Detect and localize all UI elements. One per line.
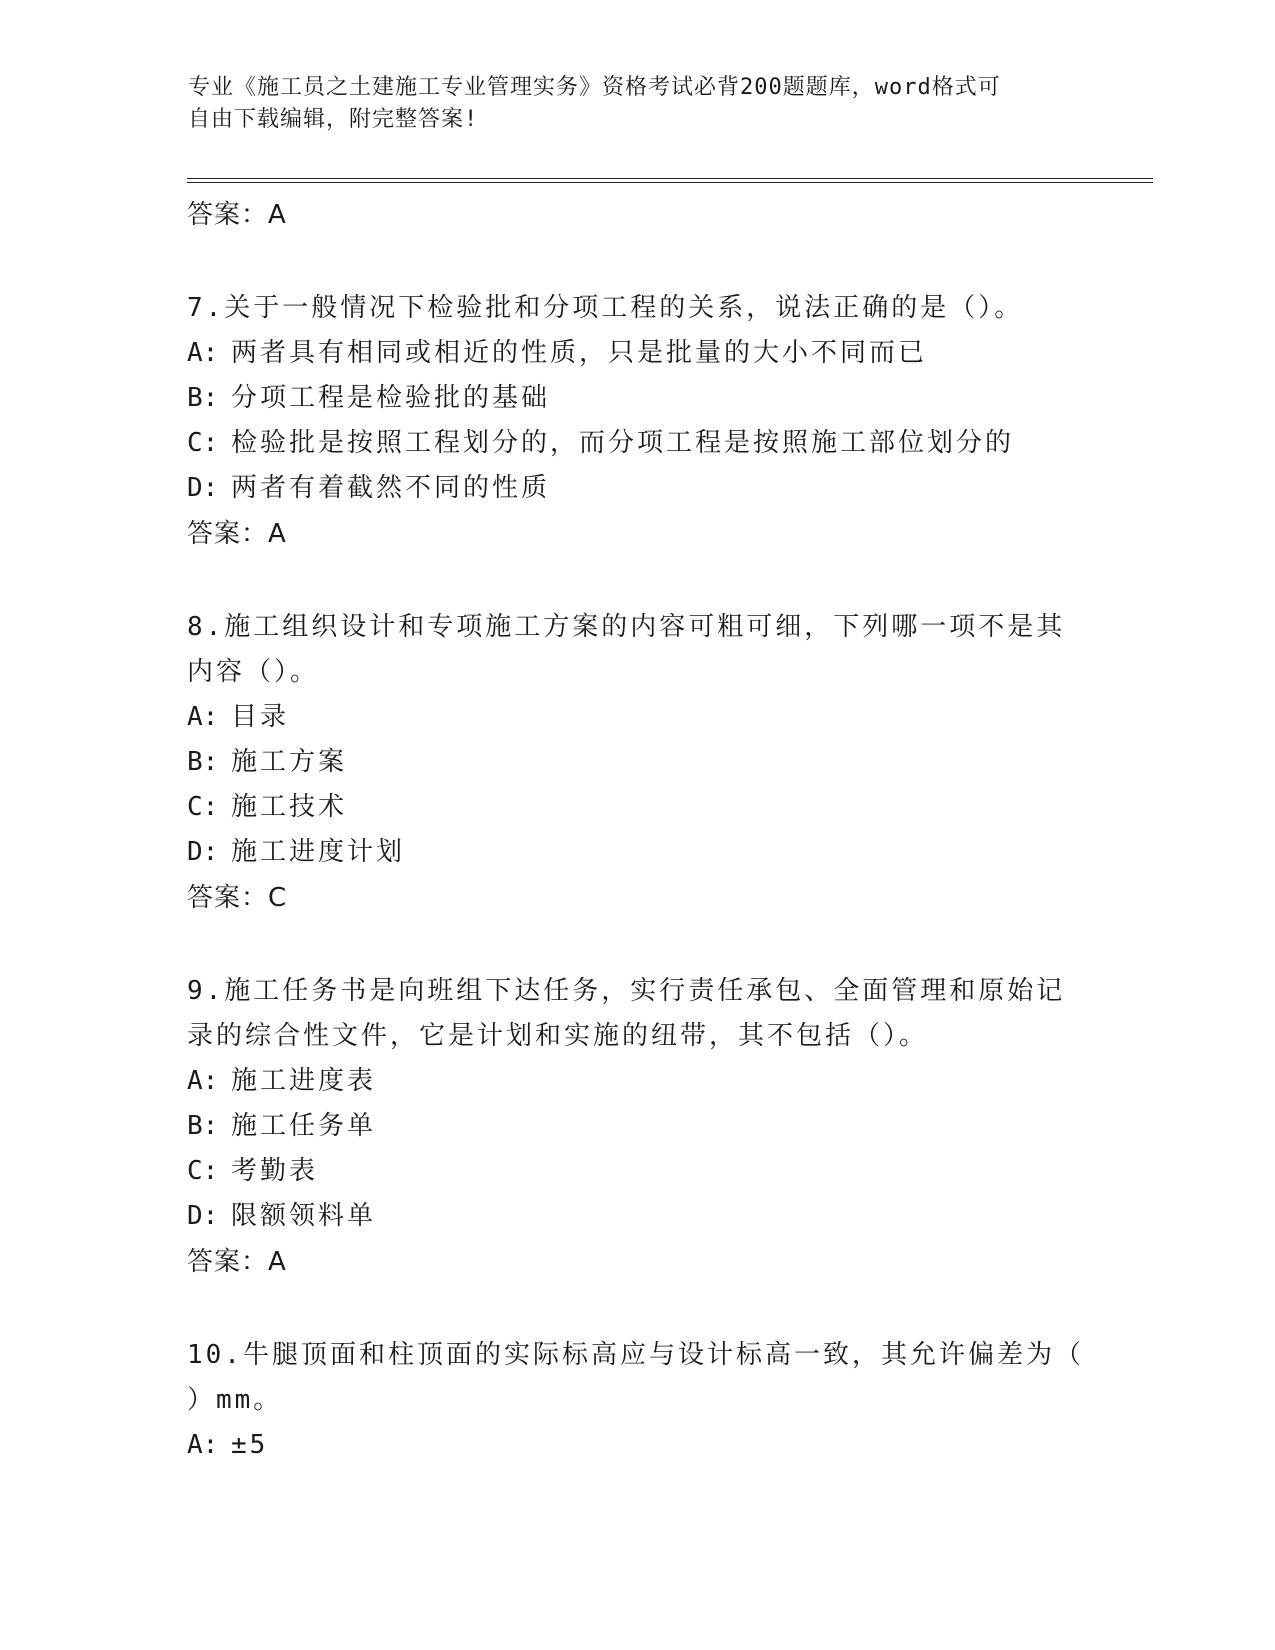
option-a bbox=[187, 1059, 1087, 1104]
question-stem-line-2: 录的综合性文件，它是计划和实施的纽带，其不包括（）。 bbox=[187, 1021, 929, 1051]
answer-line bbox=[187, 875, 1087, 921]
header-line-2: 自由下载编辑，附完整答案! bbox=[188, 107, 479, 132]
question-7 bbox=[187, 286, 1087, 557]
option-key: D: bbox=[187, 837, 219, 867]
question-stem-line-2: 内容（）。 bbox=[187, 657, 320, 687]
question-10 bbox=[187, 1333, 1087, 1468]
answer-value: A bbox=[268, 519, 287, 549]
option-a bbox=[187, 331, 1087, 376]
option-a bbox=[187, 695, 1087, 740]
option-key: C: bbox=[187, 1156, 219, 1186]
option-c bbox=[187, 421, 1087, 466]
option-c bbox=[187, 1149, 1087, 1194]
option-key: C: bbox=[187, 428, 219, 458]
option-key: A: bbox=[187, 338, 219, 368]
header-divider-bottom bbox=[187, 182, 1153, 183]
question-stem-line-1: 9.施工任务书是向班组下达任务，实行责任承包、全面管理和原始记 bbox=[187, 976, 1066, 1006]
question-stem: 7.关于一般情况下检验批和分项工程的关系，说法正确的是（）。 bbox=[187, 293, 1024, 323]
option-text: 分项工程是检验批的基础 bbox=[231, 383, 551, 413]
option-d bbox=[187, 1194, 1087, 1239]
answer-label: 答案： bbox=[187, 519, 269, 549]
option-key: C: bbox=[187, 792, 219, 822]
answer-value: A bbox=[268, 200, 287, 230]
option-text: 考勤表 bbox=[231, 1156, 319, 1186]
document-header bbox=[188, 72, 1068, 136]
option-key: B: bbox=[187, 747, 219, 777]
header-divider-top bbox=[187, 178, 1153, 179]
question-stem-line-1: 8.施工组织设计和专项施工方案的内容可粗可细，下列哪一项不是其 bbox=[187, 612, 1066, 642]
header-line-1: 专业《施工员之土建施工专业管理实务》资格考试必背200题题库，word格式可 bbox=[188, 75, 1001, 100]
option-b bbox=[187, 376, 1087, 421]
answer-value: A bbox=[268, 1247, 287, 1277]
option-key: B: bbox=[187, 1111, 219, 1141]
option-b bbox=[187, 1104, 1087, 1149]
option-d bbox=[187, 830, 1087, 875]
option-key: A: bbox=[187, 1066, 219, 1096]
option-c bbox=[187, 785, 1087, 830]
answer-value: C bbox=[268, 883, 288, 913]
option-text: ±5 bbox=[231, 1430, 269, 1460]
option-key: D: bbox=[187, 1201, 219, 1231]
option-key: A: bbox=[187, 702, 219, 732]
option-key: D: bbox=[187, 473, 219, 503]
answer-line bbox=[187, 192, 1087, 238]
option-a bbox=[187, 1423, 1087, 1468]
answer-label: 答案： bbox=[187, 883, 269, 913]
option-text: 两者有着截然不同的性质 bbox=[231, 473, 551, 503]
question-stem-line-2: ）mm。 bbox=[187, 1385, 283, 1415]
question-stem-line-1: 10.牛腿顶面和柱顶面的实际标高应与设计标高一致，其允许偏差为（ bbox=[187, 1340, 1084, 1370]
question-9 bbox=[187, 969, 1087, 1285]
question-list bbox=[187, 192, 1087, 1468]
option-b bbox=[187, 740, 1087, 785]
answer-label: 答案： bbox=[187, 200, 269, 230]
option-text: 限额领料单 bbox=[231, 1201, 377, 1231]
option-key: B: bbox=[187, 383, 219, 413]
answer-line bbox=[187, 1239, 1087, 1285]
option-text: 施工进度计划 bbox=[231, 837, 406, 867]
option-text: 施工技术 bbox=[231, 792, 348, 822]
option-text: 施工任务单 bbox=[231, 1111, 377, 1141]
option-key: A: bbox=[187, 1430, 219, 1460]
option-text: 施工方案 bbox=[231, 747, 348, 777]
option-text: 施工进度表 bbox=[231, 1066, 377, 1096]
option-text: 目录 bbox=[231, 702, 290, 732]
answer-line bbox=[187, 511, 1087, 557]
option-text: 检验批是按照工程划分的，而分项工程是按照施工部位划分的 bbox=[231, 428, 1015, 458]
question-8 bbox=[187, 605, 1087, 921]
option-text: 两者具有相同或相近的性质，只是批量的大小不同而已 bbox=[231, 338, 928, 368]
option-d bbox=[187, 466, 1087, 511]
answer-label: 答案： bbox=[187, 1247, 269, 1277]
